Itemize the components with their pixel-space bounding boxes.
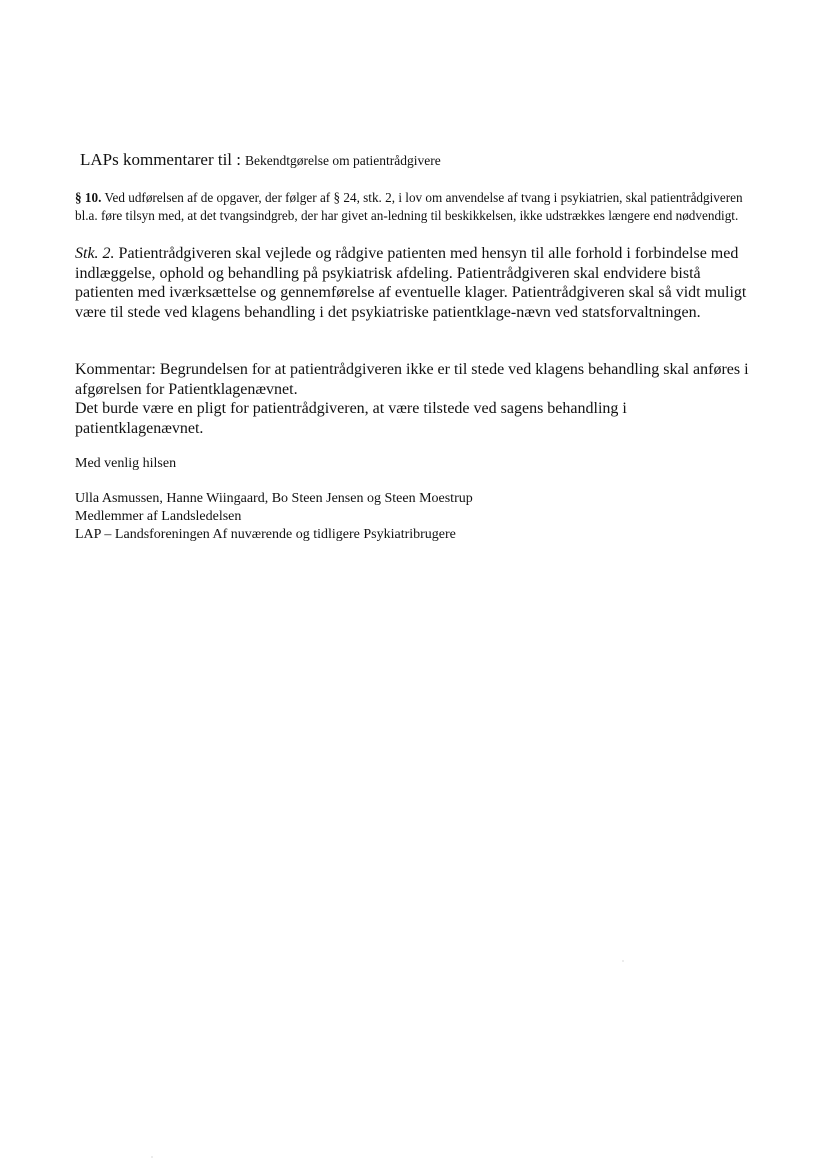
stk-2-text: Patientrådgiveren skal vejlede og rådgive patienten med hensyn til alle forhold i forbindelse med indlæggelse, ophold og behandling på psykiatrisk afdeling. Patientrådgiveren skal endvidere bistå patienten med iværksættelse og gennemførelse af eventuelle klager. Patientrådgiveren skal så vidt muligt være til stede ved klagens behandling i det psykiatriske patientklage-nævn ved statsforvaltningen. (75, 245, 747, 321)
title-lead: LAPs kommentarer til : (80, 150, 242, 169)
section-number: § 10. (75, 190, 102, 205)
greeting: Med venlig hilsen (75, 456, 177, 471)
section-10-text: Ved udførelsen af de opgaver, der følger af § 24, stk. 2, i lov om anvendelse af tvang i psykiatrien, skal patientrådgiveren bl.a. føre tilsyn med, at det tvangsindgreb, der har givet an-ledning til beskikkelsen, ikke udstrækkes længere end nødvendigt. (75, 190, 743, 223)
stk-2-label: Stk. 2. (75, 245, 115, 262)
title-subject: Bekendtgørelse om patientrådgivere (245, 153, 441, 168)
signature-organization: LAP – Landsforeningen Af nuværende og tidligere Psykiatribrugere (75, 527, 456, 542)
comment-line-2: Det burde være en pligt for patientrådgiveren, at være tilstede ved sagens behandling i patientklagenævnet. (75, 400, 627, 437)
signature-names: Ulla Asmussen, Hanne Wiingaard, Bo Steen Jensen og Steen Moestrup (75, 491, 473, 506)
comment-line-1: Kommentar: Begrundelsen for at patientrådgiveren ikke er til stede ved klagens behandling skal anføres i afgørelsen for Patientklagenævnet. (75, 361, 749, 398)
signature-role: Medlemmer af Landsledelsen (75, 509, 242, 524)
